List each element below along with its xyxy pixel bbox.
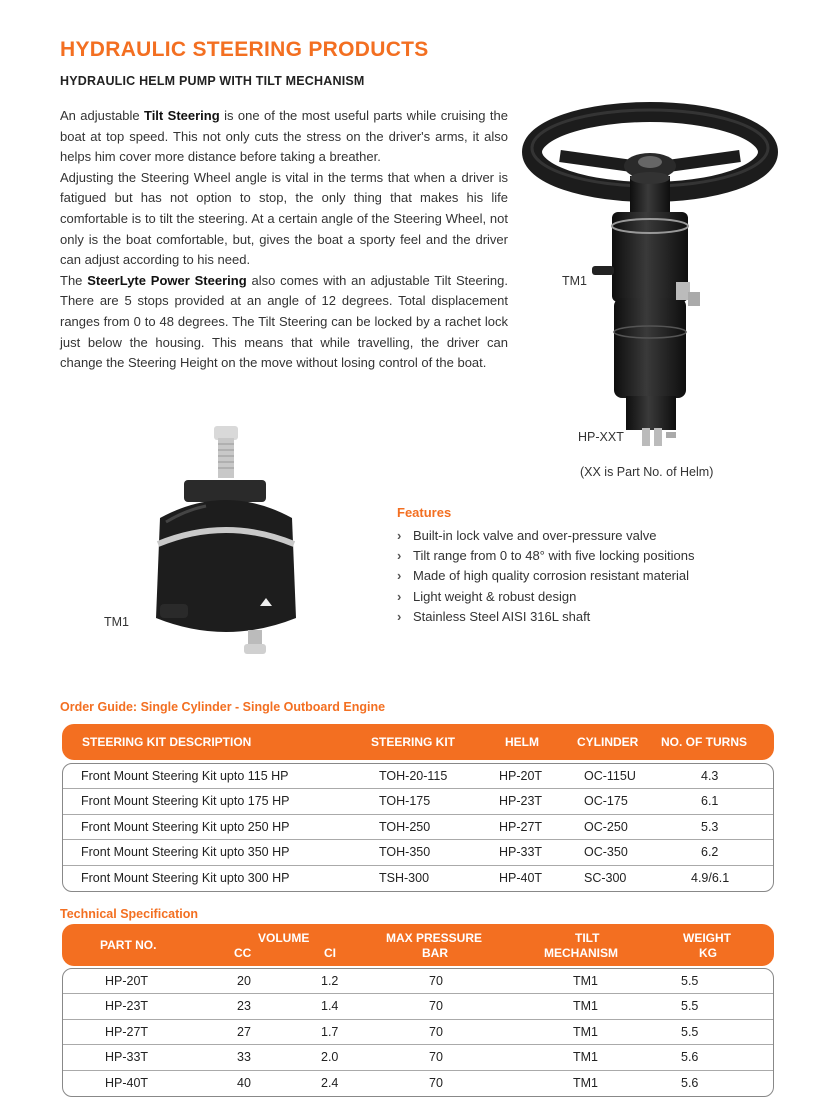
order-guide-table [62, 763, 774, 892]
header-part-no: PART NO. [100, 938, 157, 952]
table-row: Front Mount Steering Kit upto 175 HP TOH-175 HP-23T OC-175 6.1 [63, 789, 773, 814]
steering-wheel-helm-image [520, 100, 780, 460]
tech-spec-table [62, 968, 774, 1097]
header-no-of-turns: NO. OF TURNS [661, 735, 747, 749]
header-ci: CI [324, 946, 336, 960]
header-cc: CC [234, 946, 252, 960]
page-title: HYDRAULIC STEERING PRODUCTS [60, 38, 429, 61]
header-bar: BAR [422, 946, 448, 960]
feature-item: › Made of high quality corrosion resistant material [397, 566, 694, 586]
header-steering-kit-description: STEERING KIT DESCRIPTION [82, 735, 252, 749]
features-title: Features [397, 505, 452, 520]
tech-spec-title: Technical Specification [60, 907, 199, 921]
intro-paragraph-3: The SteerLyte Power Steering also comes with an adjustable Tilt Steering. There are 5 stops provided at an angle of 12 degrees. Total displacement ranges from 0 to 48 degrees. The Tilt Steering can be locked by a rachet lock just below the housing. This means that while travelling, the driver can change the Steering Height on the move without losing control of the boat. [60, 272, 508, 371]
header-mechanism: MECHANISM [544, 946, 618, 960]
table-row: Front Mount Steering Kit upto 350 HP TOH-350 HP-33T OC-350 6.2 [63, 840, 773, 865]
table-row: Front Mount Steering Kit upto 115 HP TOH-20-115 HP-20T OC-115U 4.3 [63, 764, 773, 789]
feature-item: › Light weight & robust design [397, 587, 694, 607]
intro-bold-steerlyte: SteerLyte Power Steering [87, 272, 247, 288]
helm-pump-image [146, 422, 306, 672]
header-max-pressure: MAX PRESSURE [386, 931, 483, 945]
order-guide-header [62, 724, 774, 760]
header-tilt: TILT [575, 931, 600, 945]
table-row: Front Mount Steering Kit upto 300 HP TSH-300 HP-40T SC-300 4.9/6.1 [81, 870, 730, 885]
feature-item: › Built-in lock valve and over-pressure valve [397, 526, 694, 546]
wheel-label-tm1: TM1 [562, 274, 587, 288]
table-row: Front Mount Steering Kit upto 250 HP TOH-250 HP-27T OC-250 5.3 [63, 815, 773, 840]
wheel-caption: (XX is Part No. of Helm) [580, 465, 714, 479]
intro-bold-tilt-steering: Tilt Steering [143, 108, 220, 123]
header-cylinder: CYLINDER [577, 735, 639, 749]
header-kg: KG [699, 946, 717, 960]
table-row: HP-40T 40 2.4 70 TM1 5.6 [105, 1075, 699, 1090]
wheel-label-hp-xxt: HP-XXT [578, 430, 624, 444]
intro-text [60, 106, 508, 374]
features-list [397, 526, 694, 627]
table-row: HP-23T 23 1.4 70 TM1 5.5 [63, 994, 773, 1019]
feature-item: › Tilt range from 0 to 48° with five locking positions [397, 546, 694, 566]
header-steering-kit: STEERING KIT [371, 735, 456, 749]
feature-item: › Stainless Steel AISI 316L shaft [397, 607, 694, 627]
intro-paragraph-1: An adjustable Tilt Steering is one of the most useful parts while cruising the boat at top speed. This not only cuts the stress on the driver's arms, it also helps him cover more distance before taking a breather. [60, 108, 508, 165]
tech-spec-header [62, 924, 774, 966]
order-guide-title: Order Guide: Single Cylinder - Single Outboard Engine [60, 700, 386, 714]
table-row: HP-20T 20 1.2 70 TM1 5.5 [63, 969, 773, 994]
header-helm: HELM [505, 735, 539, 749]
pump-label-tm1: TM1 [104, 615, 129, 629]
table-row: HP-33T 33 2.0 70 TM1 5.6 [63, 1045, 773, 1070]
header-volume: VOLUME [258, 931, 310, 945]
header-weight: WEIGHT [683, 931, 731, 945]
intro-paragraph-2: Adjusting the Steering Wheel angle is vital in the terms that when a driver is fatigued but has not option to stop, the only thing that makes his life comfortable is to tilt the steering. At a certain angle of the Steering Wheel, not only is the boat comfortable, but, gives the boat a sporty feel and the driver can adjust according to his need. [60, 169, 508, 268]
table-row: HP-27T 27 1.7 70 TM1 5.5 [63, 1020, 773, 1045]
page-subtitle: HYDRAULIC HELM PUMP WITH TILT MECHANISM [60, 74, 365, 88]
